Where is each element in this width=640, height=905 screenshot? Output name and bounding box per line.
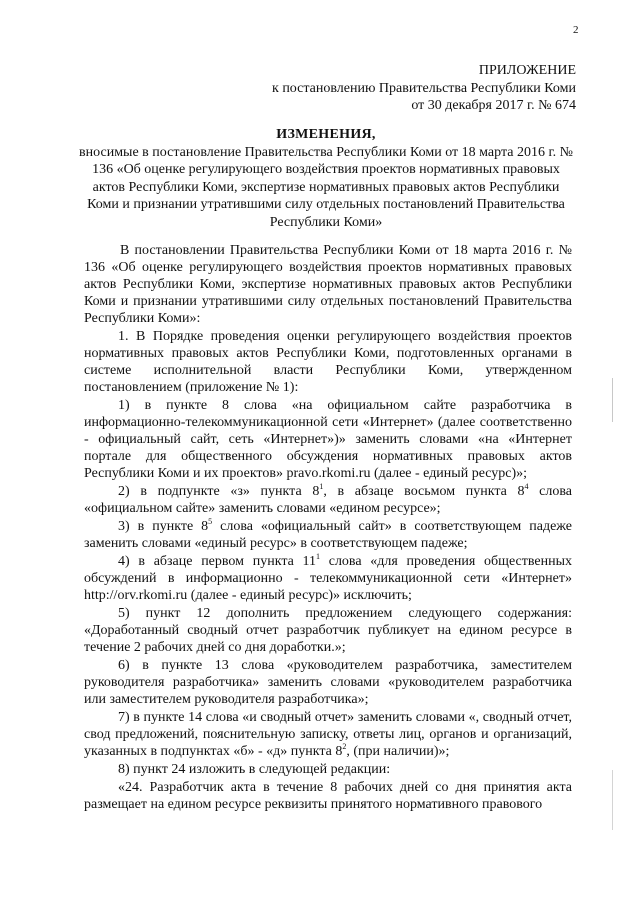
subitem-2-text-a: 2) в подпункте «з» пункта 8 xyxy=(118,484,320,499)
superscript-index: 4 xyxy=(524,482,529,491)
subitem-3-text-a: 3) в пункте 8 xyxy=(118,519,209,534)
subitem-7-paragraph xyxy=(84,709,572,760)
subitem-1-paragraph: 1) в пункте 8 слова «на официальном сайте разработчика в информационно-телекоммуникационной сети «Интернет» (далее соответственно - официальный сайт, сеть «Интернет»)» заменить словами «на «Интернет портале для общественного обсуждения нормативных правовых актов Республики Коми и их проектов» pravo.rkomi.ru (далее - единый ресурс)»; xyxy=(84,398,572,481)
subitem-3-text-b: слова «официальный сайт» в соответствующем падеже заменить словами «единый ресурс» в соответствующем падеже; xyxy=(84,519,572,551)
superscript-index: 5 xyxy=(208,517,213,526)
subitem-7-text-b: , (при наличии)»; xyxy=(346,744,450,759)
subitem-5-paragraph: 5) пункт 12 дополнить предложением следующего содержания: «Доработанный сводный отчет разработчик публикует на едином ресурсе в течение 2 рабочих дней со дня доработки.»; xyxy=(84,606,572,655)
item-1-paragraph: 1. В Порядке проведения оценки регулирующего воздействия проектов нормативных правовых актов Республики Коми, подготовленных органами в системе исполнительной власти Республики Коми, утвержденном постановлением (приложение № 1): xyxy=(84,329,572,395)
page-number: 2 xyxy=(573,24,579,36)
quoted-item-24: «24. Разработчик акта в течение 8 рабочих дней со дня принятия акта размещает на едином ресурсе реквизиты принятого нормативного правового xyxy=(84,780,572,812)
appendix-reference: к постановлению Правительства Республики Коми xyxy=(272,80,576,96)
superscript-index: 2 xyxy=(342,742,347,751)
document-title: ИЗМЕНЕНИЯ, xyxy=(276,127,376,142)
appendix-label: ПРИЛОЖЕНИЕ xyxy=(478,63,576,78)
intro-paragraph: В постановлении Правительства Республики Коми от 18 марта 2016 г. № 136 «Об оценке регулирующего воздействия проектов нормативных правовых актов Республики Коми, экспертизе нормативных правовых актов Республики Коми и признании утратившими силу отдельных постановлений Правительства Республики Коми»: xyxy=(84,243,572,326)
document-heading xyxy=(76,126,576,231)
superscript-index: 1 xyxy=(319,482,324,491)
document-body xyxy=(84,242,572,814)
superscript-index: 1 xyxy=(316,552,321,561)
subitem-6-paragraph: 6) в пункте 13 слова «руководителем разработчика, заместителем руководителя разработчика» заменить словами «руководителем разработчика или заместителем руководителя разработчика»; xyxy=(84,658,572,707)
subitem-2-text-c: слова «официальном сайте» заменить словами «едином ресурсе»; xyxy=(84,484,573,516)
subitem-7-text-a: 7) в пункте 14 слова «и сводный отчет» заменить словами «, сводный отчет, свод предложений, пояснительную записку, ответы лиц, органов и организаций, указанных в подпунктах «б» - «д» пункта 8 xyxy=(84,710,572,759)
document-subtitle: вносимые в постановление Правительства Республики Коми от 18 марта 2016 г. № 136 «Об оценке регулирующего воздействия проектов нормативных правовых актов Республики Коми, экспертизе нормативных правовых актов Республики Коми и признании утратившими силу отдельных постановлений Правительства Республики Коми» xyxy=(79,144,573,230)
subitem-4-paragraph xyxy=(84,553,572,604)
subitem-8-paragraph: 8) пункт 24 изложить в следующей редакции: xyxy=(118,762,391,777)
subitem-4-text-a: 4) в абзаце первом пункта 11 xyxy=(118,554,317,569)
appendix-block xyxy=(156,62,576,115)
scan-margin-mark xyxy=(612,378,613,422)
appendix-date: от 30 декабря 2017 г. № 674 xyxy=(411,98,576,113)
subitem-3-paragraph xyxy=(84,518,572,552)
scan-margin-mark xyxy=(612,770,613,830)
subitem-2-paragraph xyxy=(84,483,572,517)
subitem-2-text-b: , в абзаце восьмом пункта 8 xyxy=(323,484,525,499)
subitem-4-text-b: слова «для проведения общественных обсуждений в информационно - телекоммуникационной сети «Интернет» http://orv.rkomi.ru (далее - единый ресурс)» исключить; xyxy=(84,554,572,603)
